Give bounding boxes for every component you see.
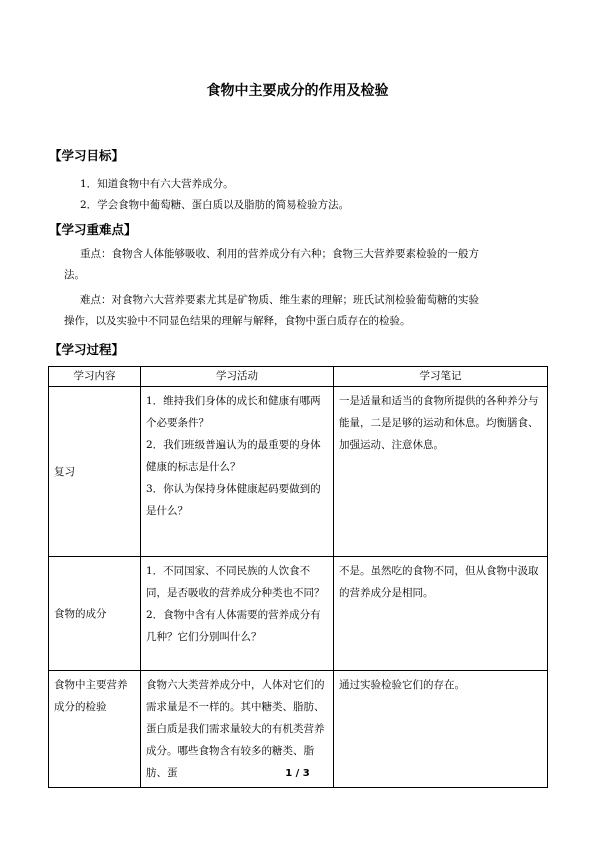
page-title: 食物中主要成分的作用及检验 [206,83,389,99]
table-header-row [49,367,548,387]
table-row [49,557,548,671]
activity-item: 食物六大类营养成分中，人体对它们的需求量是不一样的。其中糖类、脂肪、蛋白质是我们需求量较大的有机类营养成分。哪些食物含有较多的糖类、脂肪、蛋 [146,679,325,779]
focus-paragraph [64,244,554,286]
row-activities-review [141,387,334,557]
process-heading: 【学习过程】 [49,342,125,357]
difficulty-line-2: 操作，以及实验中不同显色结果的理解与解释，食物中蛋白质存在的检验。 [64,315,411,327]
activity-item: 1．不同国家、不同民族的人饮食不同，是否吸收的营养成分种类也不同？ [146,565,325,599]
column-header-activities: 学习活动 [141,367,334,387]
difficulty-paragraph [64,290,554,332]
focus-line-2: 法。 [64,269,85,281]
column-header-notes: 学习笔记 [334,367,548,387]
activity-item: 1．维持我们身体的成长和健康有哪两个必要条件？ [146,395,321,429]
difficulty-line-1: 难点：对食物六大营养要素尤其是矿物质、维生素的理解；班氏试剂检验葡萄糖的实验 [80,294,479,306]
key-points-heading: 【学习重难点】 [49,222,137,237]
activity-item: 3．你认为保持身体健康起码要做到的是什么？ [146,483,321,517]
objective-item-2: 2．学会食物中葡萄糖、蛋白质以及脂肪的简易检验方法。 [80,199,350,211]
row-content-food-components: 食物的成分 [49,557,141,671]
row-activities-food-components [141,557,334,671]
objective-item-1: 1．知道食物中有六大营养成分。 [80,178,234,190]
column-header-content: 学习内容 [49,367,141,387]
row-content-review: 复习 [49,387,141,557]
activity-item: 2．我们班级普遍认为的最重要的身体健康的标志是什么？ [146,439,321,473]
row-notes-nutrient-test: 通过实验检验它们的存在。 [334,671,548,788]
table-row [49,387,548,557]
focus-line-1: 重点：食物含人体能够吸收、利用的营养成分有六种；食物三大营养要素检验的一般方 [80,248,479,260]
process-table [48,366,548,788]
row-notes-review: 一是适量和适当的食物所提供的各种养分与能量，二是足够的运动和休息。均衡膳食、加强运动、注意休息。 [334,387,548,557]
objectives-heading: 【学习目标】 [49,148,125,163]
page-number: 1 / 3 [285,768,310,779]
row-content-nutrient-test: 食物中主要营养成分的检验 [49,671,141,788]
row-notes-food-components: 不是。虽然吃的食物不同，但从食物中汲取的营养成分是相同。 [334,557,548,671]
activity-item: 2．食物中含有人体需要的营养成分有几种？它们分别叫什么？ [146,609,321,643]
